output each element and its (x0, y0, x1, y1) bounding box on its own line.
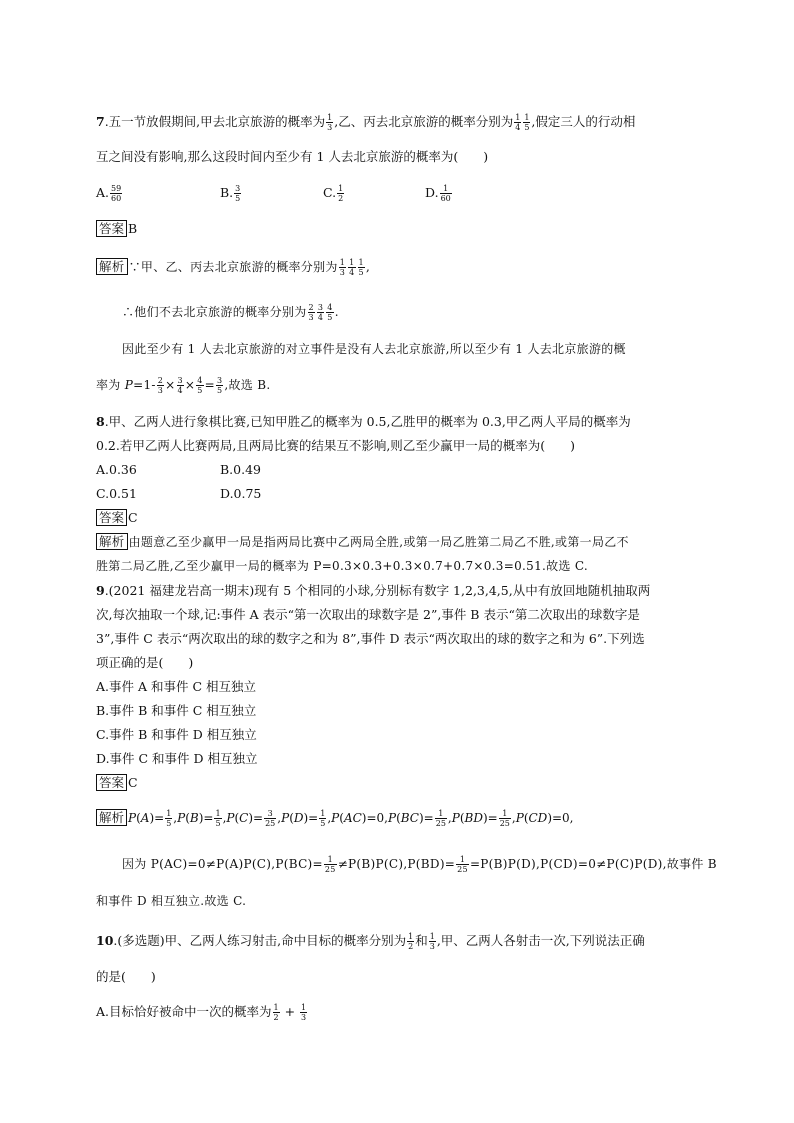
q7-analysis-line4: 率为 P=1- $\frac{2}{3}$ × $\frac{3}{4}$ × $\frac{4}{5}$ = $\frac{3}{5}$ ,故选 B. (96, 376, 271, 395)
q8-option-a: A.0.36 (96, 462, 137, 477)
q7-line2: 互之间没有影响,那么这段时间内至少有 1 人去北京旅游的概率为( ) (96, 149, 489, 164)
q7-option-c: C. $\frac{1}{2}$ (323, 184, 344, 203)
q9-line2: 次,每次抽取一个球,记:事件 A 表示“第一次取出的球数字是 2”,事件 B 表示“第二次取出的球数字是 (96, 607, 640, 622)
q7-line1: 7.五一节放假期间,甲去北京旅游的概率为 $\frac{1}{3}$ ,乙、丙去北京旅游的概率分别为 $\frac{1}{4}$ $\frac{1}{5}$ ,假定三人的行动相 (96, 113, 636, 132)
q8-analysis-line1: 解析 由题意乙至少赢甲一局是指两局比赛中乙两局全胜,或第一局乙胜第二局乙不胜,或第一局乙不 (96, 533, 629, 551)
q9-analysis-line2: 因为 P(AC)=0≠P(A)P(C),P(BC)= $\frac{1}{25}$ ≠P(B)P(C),P(BD)= $\frac{1}{25}$ =P(B)P(D),P(CD)=0≠P(C)P(D),故事件 B (122, 855, 717, 874)
q9-option-b: B.事件 B 和事件 C 相互独立 (96, 703, 257, 718)
q9-analysis-line3: 和事件 D 相互独立.故选 C. (96, 894, 247, 908)
q7-analysis-line1: 解析 ∵甲、乙、丙去北京旅游的概率分别为 $\frac{1}{3}$ $\frac{1}{4}$ $\frac{1}{5}$ , (96, 258, 370, 277)
q8-answer: 答案 C (96, 509, 138, 527)
q8-line2: 0.2.若甲乙两人比赛两局,且两局比赛的结果互不影响,则乙至少赢甲一局的概率为( ) (96, 438, 576, 453)
q7-option-a: A. $\frac{59}{60}$ (96, 184, 122, 203)
q9-line3: 3”,事件 C 表示“两次取出的球的数字之和为 8”,事件 D 表示“两次取出的球的数字之和为 6”.下列选 (96, 631, 645, 646)
q8-line1: 8.甲、乙两人进行象棋比赛,已知甲胜乙的概率为 0.5,乙胜甲的概率为 0.3,甲乙两人平局的概率为 (96, 414, 631, 429)
q7-answer: 答案 B (96, 220, 137, 238)
q8-option-c: C.0.51 (96, 486, 137, 501)
q8-analysis-line2: 胜第二局乙胜,乙至少赢甲一局的概率为 P=0.3×0.3+0.3×0.7+0.7×0.3=0.51.故选 C. (96, 559, 589, 573)
q10-option-a: A.目标恰好被命中一次的概率为 $\frac{1}{2}$ + $\frac{1}{3}$ (96, 1003, 307, 1022)
q7-number: 7 (96, 114, 105, 129)
q9-line1: 9.(2021 福建龙岩高一期末)现有 5 个相同的小球,分别标有数字 1,2,3,4,5,从中有放回地随机抽取两 (96, 583, 651, 598)
q9-answer: 答案 C (96, 774, 138, 792)
q8-option-b: B.0.49 (220, 462, 261, 477)
analysis-tag: 解析 (96, 258, 128, 275)
q7-option-d: D. $\frac{1}{60}$ (425, 184, 451, 203)
q7-analysis-line3: 因此至少有 1 人去北京旅游的对立事件是没有人去北京旅游,所以至少有 1 人去北京旅游的概 (122, 342, 626, 356)
answer-tag: 答案 (96, 220, 127, 237)
q8-option-d: D.0.75 (220, 486, 262, 501)
q9-option-d: D.事件 C 和事件 D 相互独立 (96, 751, 258, 766)
q9-option-a: A.事件 A 和事件 C 相互独立 (96, 679, 256, 694)
q10-line2: 的是( ) (96, 969, 156, 984)
q9-option-c: C.事件 B 和事件 D 相互独立 (96, 727, 257, 742)
fraction-1-3: $\frac{1}{3}$ (327, 113, 333, 132)
q7-option-b: B. $\frac{3}{5}$ (220, 184, 241, 203)
q9-line4: 项正确的是( ) (96, 655, 194, 670)
q9-analysis-line1: 解析 P(A)= $\frac{1}{5}$ ,P(B)= $\frac{1}{5}$ ,P(C)= $\frac{3}{25}$ ,P(D)= $\frac{1}{5}$ ,P(AC)=0,P(BC)= $\frac{1}{25}$ ,P(BD)= $\frac{1}{25}$ ,P(CD)=0, (96, 809, 574, 828)
q7-analysis-line2: ∴他们不去北京旅游的概率分别为 $\frac{2}{3}$ $\frac{3}{4}$ $\frac{4}{5}$ . (122, 303, 339, 322)
q10-line1: 10.(多选题)甲、乙两人练习射击,命中目标的概率分别为 $\frac{1}{2}$ 和 $\frac{1}{3}$ ,甲、乙两人各射击一次,下列说法正确 (96, 932, 645, 951)
